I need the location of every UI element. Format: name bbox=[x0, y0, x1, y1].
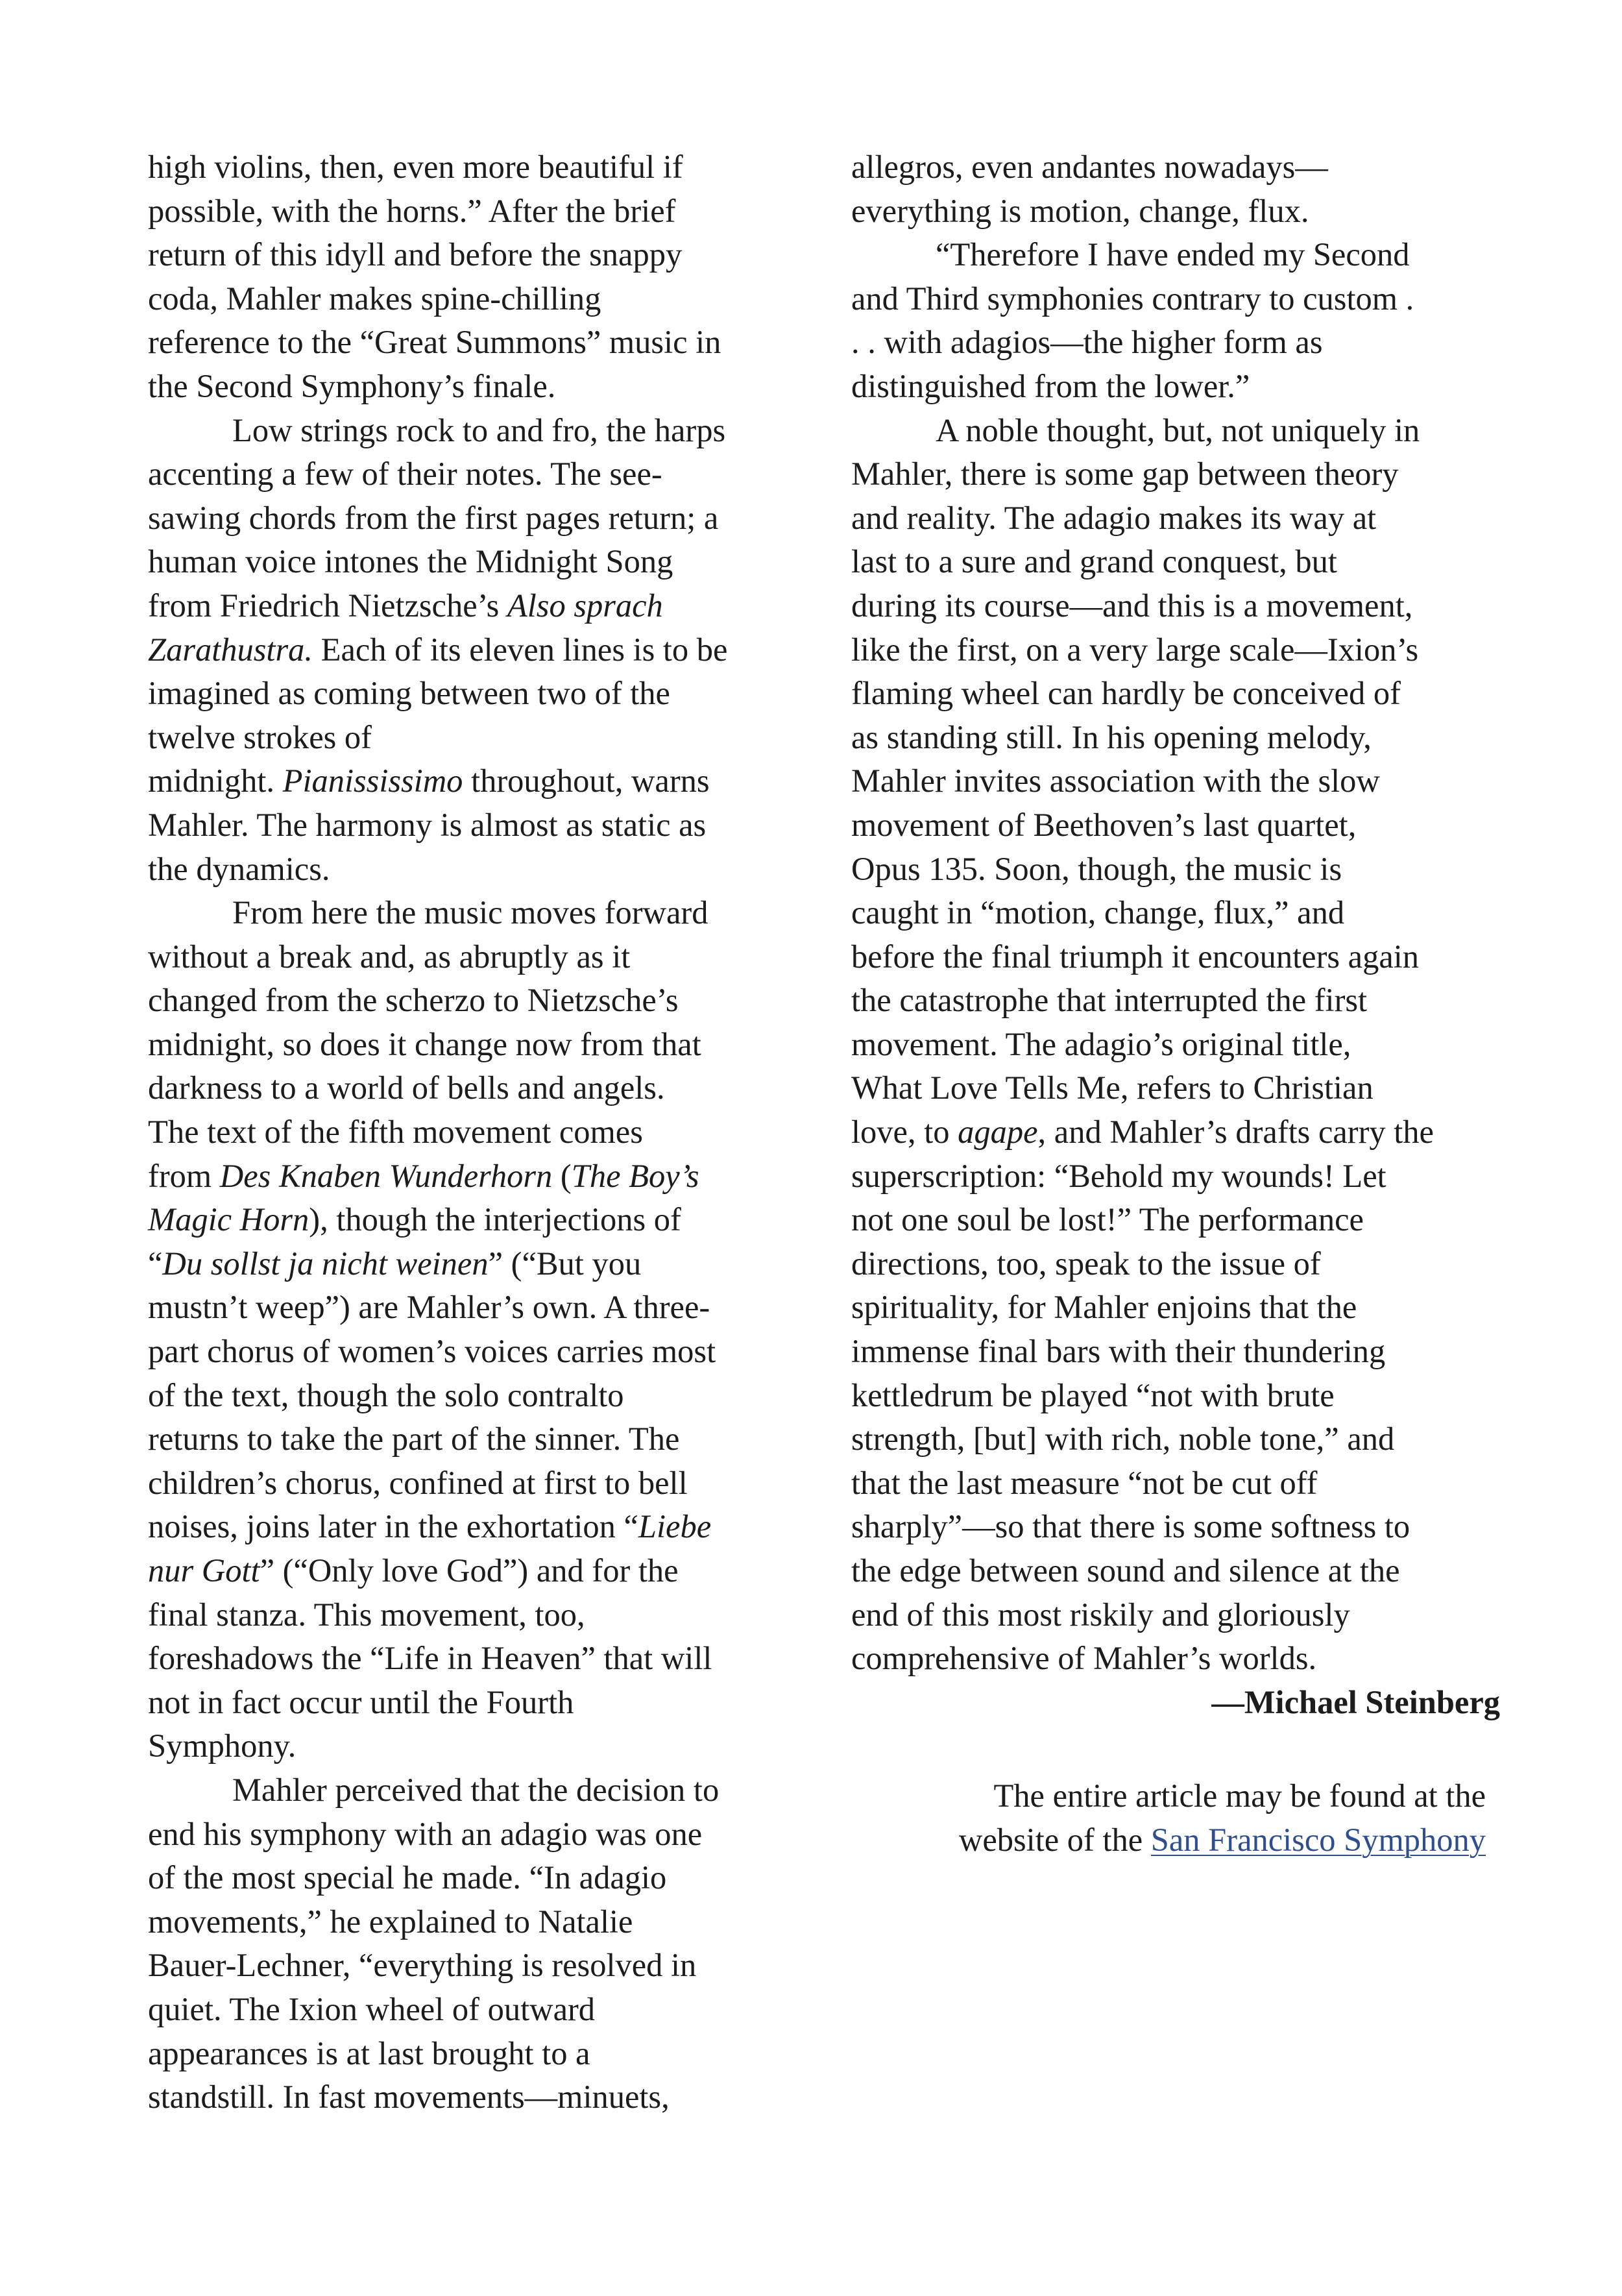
note-line bbox=[959, 1818, 1486, 1862]
text-line: The text of the fifth movement comes bbox=[148, 1114, 643, 1151]
text-line: the dynamics. bbox=[148, 850, 330, 887]
text-line: like the first, on a very large scale—Ixion’s bbox=[851, 631, 1419, 668]
text-line: mustn’t weep”) are Mahler’s own. A three- bbox=[148, 1289, 710, 1326]
text-line: “Therefore I have ended my Second bbox=[936, 236, 1410, 273]
text-line: Bauer-Lechner, “everything is resolved in bbox=[148, 1947, 697, 1984]
text-line: spirituality, for Mahler enjoins that the bbox=[851, 1289, 1357, 1326]
text-line: Mahler, there is some gap between theory bbox=[851, 456, 1399, 493]
text-line bbox=[148, 1198, 790, 1242]
text-line: as standing still. In his opening melody, bbox=[851, 718, 1372, 755]
text-line: darkness to a world of bells and angels. bbox=[148, 1069, 665, 1106]
text-line: allegros, even andantes nowadays— bbox=[851, 149, 1328, 185]
text-line: return of this idyll and before the snappy bbox=[148, 236, 683, 273]
text-line: of the most special he made. “In adagio bbox=[148, 1859, 667, 1896]
text-line: sharply”—so that there is some softness to bbox=[851, 1508, 1410, 1545]
text-line: comprehensive of Mahler’s worlds. bbox=[851, 1640, 1317, 1677]
text-line: children’s chorus, confined at first to bell bbox=[148, 1464, 688, 1501]
italic-title: Also sprach bbox=[507, 587, 663, 624]
text-line: appearances is at last brought to a bbox=[148, 2034, 590, 2071]
italic-title: Des Knaben Wunderhorn bbox=[219, 1157, 553, 1194]
text-run: midnight. bbox=[148, 763, 283, 800]
text-line: immense final bars with their thundering bbox=[851, 1333, 1386, 1370]
text-line: movement of Beethoven’s last quartet, bbox=[851, 806, 1357, 843]
text-line: twelve strokes of bbox=[148, 718, 372, 755]
text-line: midnight, so does it change now from that bbox=[148, 1025, 701, 1062]
text-run: love, to bbox=[851, 1114, 958, 1151]
text-line: distinguished from the lower.” bbox=[851, 367, 1250, 404]
text-line: kettledrum be played “not with brute bbox=[851, 1376, 1335, 1413]
italic-quote: Du sollst ja nicht weinen bbox=[162, 1245, 489, 1282]
text-run: from bbox=[148, 1157, 220, 1194]
italic-title: The Boy’s bbox=[571, 1157, 699, 1194]
text-line: Mahler. The harmony is almost as static as bbox=[148, 806, 707, 843]
italic-quote: nur Gott bbox=[148, 1552, 260, 1589]
italic-title: Zarathustra. bbox=[148, 631, 313, 668]
italic-quote: Liebe bbox=[638, 1508, 712, 1545]
text-line: Mahler invites association with the slow bbox=[851, 763, 1380, 800]
text-line: not one soul be lost!” The performance bbox=[851, 1201, 1364, 1238]
text-line: changed from the scherzo to Nietzsche’s bbox=[148, 982, 679, 1019]
text-line: strength, [but] with rich, noble tone,” and bbox=[851, 1421, 1395, 1458]
paragraph bbox=[148, 1768, 790, 2119]
article-column-right bbox=[851, 145, 1500, 1724]
text-line bbox=[148, 1242, 790, 1286]
text-line: the catastrophe that interrupted the first bbox=[851, 982, 1368, 1019]
text-run: , and Mahler’s drafts carry the bbox=[1037, 1114, 1434, 1151]
text-run: ( bbox=[552, 1157, 572, 1194]
paragraph bbox=[851, 233, 1500, 408]
text-line: that the last measure “not be cut off bbox=[851, 1464, 1318, 1501]
text-line: last to a sure and grand conquest, but bbox=[851, 543, 1337, 580]
text-line: high violins, then, even more beautiful if bbox=[148, 149, 683, 185]
text-line bbox=[851, 1110, 1500, 1154]
text-line: possible, with the horns.” After the brief bbox=[148, 192, 676, 229]
text-line bbox=[148, 628, 790, 672]
text-line: Symphony. bbox=[148, 1728, 297, 1765]
text-line: directions, too, speak to the issue of bbox=[851, 1245, 1321, 1282]
text-line bbox=[148, 759, 790, 803]
text-line: not in fact occur until the Fourth bbox=[148, 1683, 574, 1720]
text-line: of the text, though the solo contralto bbox=[148, 1376, 624, 1413]
paragraph bbox=[148, 145, 790, 409]
note-line: The entire article may be found at the bbox=[993, 1777, 1486, 1814]
text-line: sawing chords from the first pages return; a bbox=[148, 499, 719, 536]
text-run: ” (“Only love God”) and for the bbox=[260, 1552, 679, 1589]
text-line: standstill. In fast movements—minuets, bbox=[148, 2079, 670, 2116]
text-line: the edge between sound and silence at the bbox=[851, 1552, 1400, 1589]
article-column-left bbox=[148, 145, 790, 2119]
author-signature: —Michael Steinberg bbox=[1211, 1683, 1500, 1720]
text-line: What Love Tells Me, refers to Christian bbox=[851, 1069, 1374, 1106]
text-line: accenting a few of their notes. The see- bbox=[148, 456, 662, 493]
text-line: foreshadows the “Life in Heaven” that will bbox=[148, 1640, 712, 1677]
text-line bbox=[148, 1549, 790, 1593]
text-line: final stanza. This movement, too, bbox=[148, 1596, 585, 1633]
paragraph bbox=[148, 891, 790, 1768]
text-line: human voice intones the Midnight Song bbox=[148, 543, 673, 580]
text-line: A noble thought, but, not uniquely in bbox=[936, 411, 1420, 448]
italic-title: Magic Horn bbox=[148, 1201, 309, 1238]
text-line: imagined as coming between two of the bbox=[148, 675, 670, 712]
text-run: Each of its eleven lines is to be bbox=[312, 631, 728, 668]
text-line: without a break and, as abruptly as it bbox=[148, 938, 631, 975]
text-line: coda, Mahler makes spine-chilling bbox=[148, 280, 601, 317]
text-line: . . with adagios—the higher form as bbox=[851, 324, 1323, 361]
italic-term: agape bbox=[958, 1114, 1038, 1151]
text-line: Low strings rock to and fro, the harps bbox=[232, 411, 726, 448]
text-line: before the final triumph it encounters again bbox=[851, 938, 1420, 975]
paragraph bbox=[851, 409, 1500, 1681]
text-line: flaming wheel can hardly be conceived of bbox=[851, 675, 1401, 712]
text-line: end his symphony with an adagio was one bbox=[148, 1815, 703, 1852]
text-run: throughout, warns bbox=[463, 763, 710, 800]
text-run: “ bbox=[148, 1245, 163, 1282]
text-run: noises, joins later in the exhortation “ bbox=[148, 1508, 638, 1545]
text-line: Mahler perceived that the decision to bbox=[232, 1771, 720, 1808]
text-line bbox=[148, 584, 790, 628]
text-line: returns to take the part of the sinner. The bbox=[148, 1421, 680, 1458]
text-line: quiet. The Ixion wheel of outward bbox=[148, 1990, 596, 2027]
text-line: part chorus of women’s voices carries most bbox=[148, 1333, 716, 1370]
text-run: ” (“But you bbox=[488, 1245, 642, 1282]
text-run: from Friedrich Nietzsche’s bbox=[148, 587, 507, 624]
text-line: the Second Symphony’s finale. bbox=[148, 367, 556, 404]
text-line: end of this most riskily and gloriously bbox=[851, 1596, 1350, 1633]
san-francisco-symphony-link[interactable]: San Francisco Symphony bbox=[1150, 1821, 1486, 1858]
note-text: website of the bbox=[958, 1821, 1151, 1858]
text-line: and reality. The adagio makes its way at bbox=[851, 499, 1377, 536]
text-line: superscription: “Behold my wounds! Let bbox=[851, 1157, 1386, 1194]
text-line: during its course—and this is a movement, bbox=[851, 587, 1413, 624]
text-line: caught in “motion, change, flux,” and bbox=[851, 894, 1345, 931]
paragraph bbox=[148, 409, 790, 892]
text-run: ), though the interjections of bbox=[309, 1201, 681, 1238]
text-line: and Third symphonies contrary to custom . bbox=[851, 280, 1414, 317]
footer-note bbox=[959, 1774, 1486, 1862]
text-line: movement. The adagio’s original title, bbox=[851, 1025, 1351, 1062]
paragraph bbox=[851, 145, 1500, 233]
text-line: From here the music moves forward bbox=[232, 894, 708, 931]
text-line bbox=[148, 1154, 790, 1199]
text-line: reference to the “Great Summons” music in bbox=[148, 324, 721, 361]
text-line bbox=[148, 1505, 790, 1549]
text-line: Opus 135. Soon, though, the music is bbox=[851, 850, 1342, 887]
text-line: movements,” he explained to Natalie bbox=[148, 1903, 633, 1940]
text-line: everything is motion, change, flux. bbox=[851, 192, 1309, 229]
italic-term: Pianississimo bbox=[282, 763, 463, 800]
